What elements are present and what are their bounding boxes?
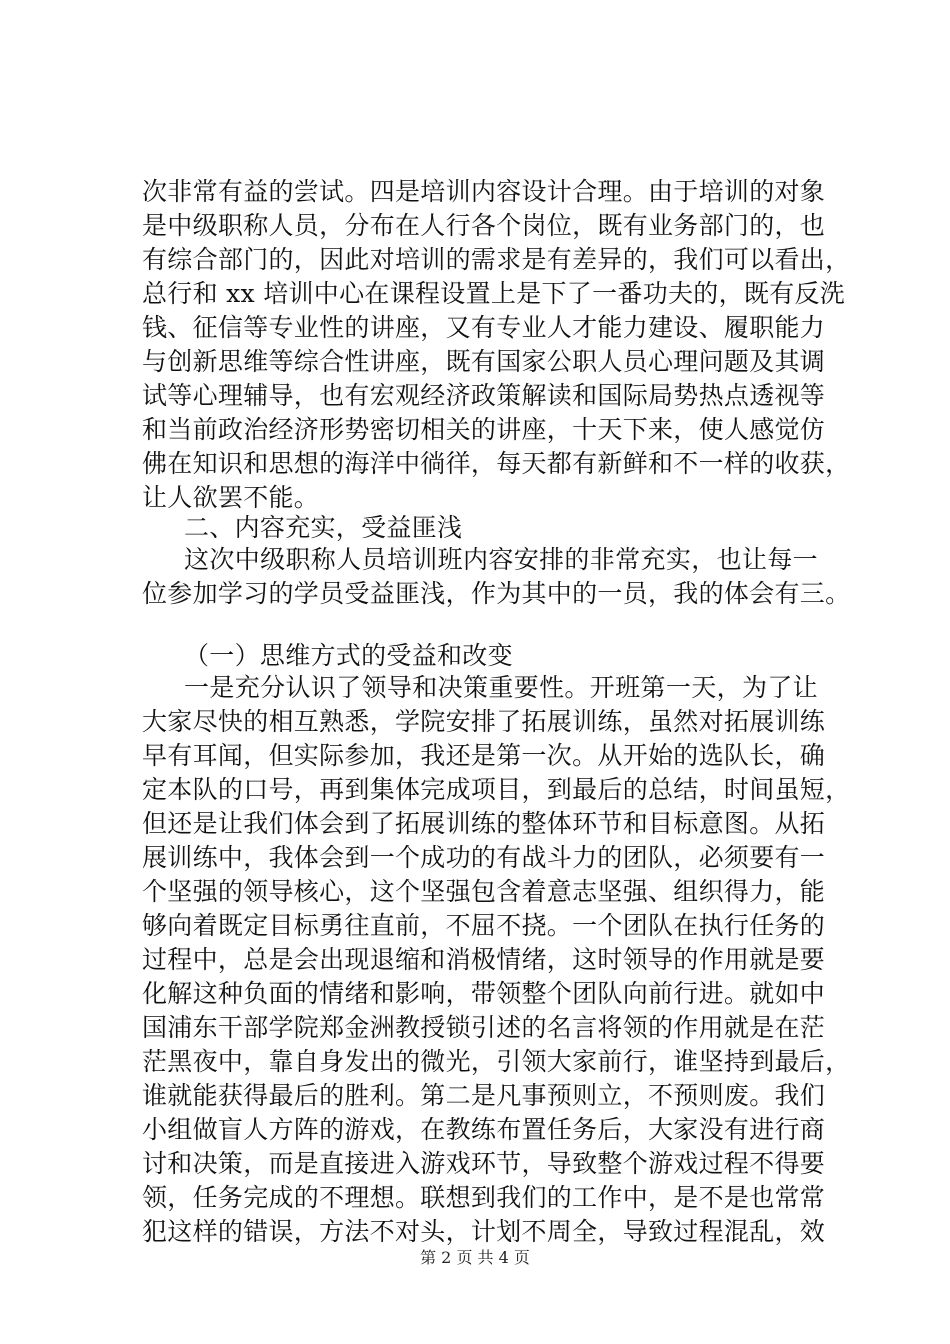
body-line: 大家尽快的相互熟悉，学院安排了拓展训练，虽然对拓展训练 [142,707,826,736]
body-line: 犯这样的错误，方法不对头，计划不周全，导致过程混乱，效 [142,1217,826,1246]
body-line: 让人欲罢不能。 [142,483,320,512]
body-line: 和当前政治经济形势密切相关的讲座，十天下来，使人感觉仿 [142,415,826,444]
body-line: 但还是让我们体会到了拓展训练的整体环节和目标意图。从拓 [142,809,826,838]
body-line: 试等心理辅导，也有宏观经济政策解读和国际局势热点透视等 [142,381,826,410]
body-line: 一是充分认识了领导和决策重要性。开班第一天，为了让 [184,673,818,702]
body-line: 有综合部门的，因此对培训的需求是有差异的，我们可以看出， [142,245,851,274]
body-line: 总行和 xx 培训中心在课程设置上是下了一番功夫的，既有反洗 [142,279,846,308]
body-line: 与创新思维等综合性讲座，既有国家公职人员心理问题及其调 [142,347,826,376]
body-line: 次非常有益的尝试。四是培训内容设计合理。由于培训的对象 [142,177,826,206]
body-line: 位参加学习的学员受益匪浅，作为其中的一员，我的体会有三。 [142,579,851,608]
body-line: 钱、征信等专业性的讲座，又有专业人才能力建设、履职能力 [142,313,826,342]
body-line: 个坚强的领导核心，这个坚强包含着意志坚强、组织得力，能 [142,877,826,906]
body-line: 展训练中，我体会到一个成功的有战斗力的团队，必须要有一 [142,843,826,872]
body-line: 定本队的口号，再到集体完成项目，到最后的总结，时间虽短， [142,775,851,804]
body-line: 过程中，总是会出现退缩和消极情绪，这时领导的作用就是要 [142,945,826,974]
body-line: 这次中级职称人员培训班内容安排的非常充实，也让每一 [184,545,818,574]
body-line: 够向着既定目标勇往直前，不屈不挠。一个团队在执行任务的 [142,911,826,940]
body-line: 是中级职称人员，分布在人行各个岗位，既有业务部门的，也 [142,211,826,240]
body-line: 茫黑夜中，靠自身发出的微光，引领大家前行，谁坚持到最后， [142,1047,851,1076]
body-line: 讨和决策，而是直接进入游戏环节，导致整个游戏过程不得要 [142,1149,826,1178]
page-footer: 第 2 页 共 4 页 [420,1248,530,1267]
body-line: 早有耳闻，但实际参加，我还是第一次。从开始的选队长，确 [142,741,826,770]
body-line: 国浦东干部学院郑金洲教授锁引述的名言将领的作用就是在茫 [142,1013,826,1042]
body-line: 化解这种负面的情绪和影响，带领整个团队向前行进。就如中 [142,979,826,1008]
body-line: 谁就能获得最后的胜利。第二是凡事预则立，不预则废。我们 [142,1081,826,1110]
section-heading: 二、内容充实，受益匪浅 [184,513,463,542]
body-line: 小组做盲人方阵的游戏，在教练布置任务后，大家没有进行商 [142,1115,826,1144]
body-line: 领，任务完成的不理想。联想到我们的工作中，是不是也常常 [142,1183,826,1212]
subsection-heading: （一）思维方式的受益和改变 [184,641,513,670]
body-line: 佛在知识和思想的海洋中徜徉，每天都有新鲜和不一样的收获， [142,449,851,478]
